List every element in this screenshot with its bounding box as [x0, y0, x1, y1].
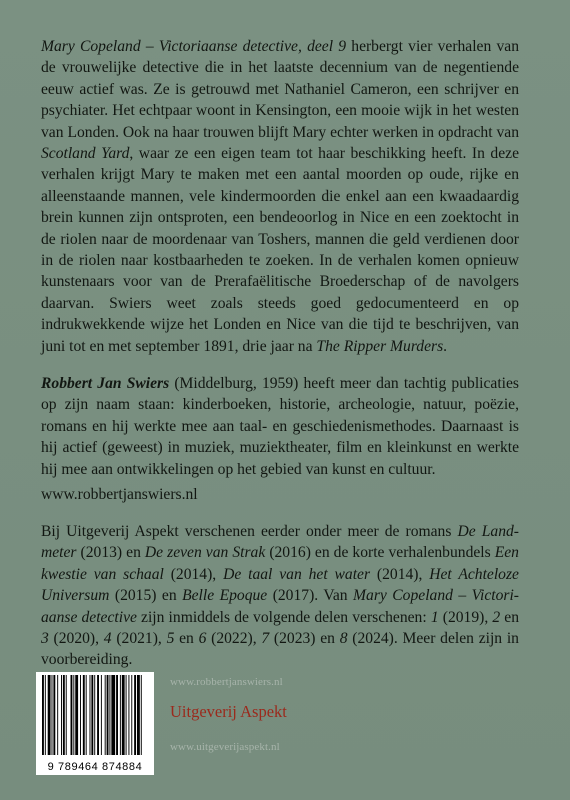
- pub-text: (2023) en: [269, 630, 340, 648]
- barcode-bar: [120, 675, 121, 755]
- publisher-name: Uitgeverij Aspekt: [170, 702, 287, 721]
- barcode-bar: [86, 675, 87, 755]
- barcode-bar: [90, 675, 91, 755]
- author-url-faded: www.robbertjanswiers.nl: [170, 676, 283, 688]
- pub-text: en: [174, 630, 199, 648]
- barcode-bar: [71, 675, 73, 755]
- volume-number: 8: [339, 630, 348, 648]
- publisher-url-faded: www.uitgeverijaspekt.nl: [170, 741, 280, 753]
- barcode-bar: [105, 675, 106, 755]
- author-website: [41, 484, 519, 505]
- pub-text: Bij Uitgeverij Aspekt verschenen eerder onder meer de romans: [41, 523, 458, 540]
- book-title: De Landmeter: [41, 523, 519, 562]
- pub-text: (2019),: [438, 608, 493, 626]
- scotland-yard: Scotland Yard: [41, 145, 130, 163]
- barcode-bar: [97, 675, 99, 755]
- pub-text: (2013) en: [76, 544, 145, 562]
- pub-text: (2016) en de korte verhalenbundels: [265, 544, 495, 562]
- barcode-bar: [122, 675, 125, 755]
- pub-text: (2014),: [163, 565, 224, 583]
- barcode-bar: [141, 675, 142, 755]
- blurb-paragraph: [41, 36, 519, 357]
- barcode-bar: [53, 675, 55, 755]
- publications-paragraph: [41, 521, 519, 671]
- pub-text: (2021),: [111, 630, 167, 648]
- volume-number: 3: [41, 630, 49, 648]
- barcode-bar: [137, 675, 140, 755]
- series-title: Mary Copeland – Victoriaanse detective: [41, 587, 519, 626]
- pub-text: (2015) en: [109, 587, 183, 605]
- barcode-bar: [91, 675, 93, 755]
- pub-text: (2022),: [206, 630, 262, 648]
- book-title: Een kwestie van schaal: [41, 544, 519, 583]
- barcode-bar: [63, 675, 65, 755]
- barcode-bar: [134, 675, 136, 755]
- barcode-bar: [52, 675, 53, 755]
- barcode-bar: [116, 675, 118, 755]
- pub-text: (2017). Van: [267, 587, 354, 605]
- ripper-murders-title: The Ripper Murders: [316, 337, 444, 355]
- barcode-bars: [40, 675, 150, 757]
- barcode-bar: [128, 675, 129, 755]
- barcode-bar: [73, 675, 74, 755]
- pub-text: zijn inmiddels de volgende delen verschenen:: [136, 608, 431, 626]
- barcode-bar: [109, 675, 110, 755]
- barcode-bar: [45, 675, 46, 755]
- barcode-bar: [107, 675, 109, 755]
- barcode-bar: [126, 675, 127, 755]
- barcode-bar: [42, 675, 44, 755]
- book-title: Belle Epoque: [182, 587, 268, 605]
- bio-text: (Middelburg, 1959) heeft meer dan tachtig publicaties op zijn naam staan: kinderboeken, historie, archeologie, natuur, poëzie, romans en hij werkte mee aan taal- en geschiedenismethodes. Daarnaast is hij actief (geweest) in muziek, muziektheater, film en kleinkunst en werkte hij mee aan ontwikkelingen op het gebied van kunst en cultuur.: [41, 375, 519, 478]
- series-title: Mary Copeland – Victoriaanse detective, deel 9: [41, 38, 347, 55]
- book-title: Het Achteloze Universum: [41, 565, 519, 605]
- barcode-bar: [61, 675, 62, 755]
- blurb-text-2: , waar ze een eigen team tot haar beschikking heeft. In deze verhalen krijgt Mary te maken met een aantal moorden op oude, rijke en alleenstaande mannen, vele kindermoorden die enkel aan een kwaadaardig brein kunnen zijn ontsproten, een bendeoorlog in Nice en een zoektocht in de riolen naar de moordenaar van Toshers, mannen die geld verdienen door in de riolen naar kostbaarheden te zoeken. In de verhalen komen opnieuw kunstenaars voor van de Prerafaëlitische Broederschap of de navolgers daarvan. Swiers weet zoals steeds goed gedocumenteerd en op indrukwekkende wijze het Londen en Nice van die tijd te beschrijven, van juni tot en met september 1891, drie jaar na: [41, 145, 519, 355]
- pub-text: (2020),: [48, 630, 104, 648]
- barcode-bar: [48, 675, 51, 755]
- book-title: De taal van het water: [223, 565, 371, 583]
- author-name: Robbert Jan Swiers: [41, 375, 170, 392]
- volume-number: 7: [261, 630, 270, 648]
- barcode-bar: [83, 675, 85, 755]
- pub-text: (2014),: [370, 565, 430, 583]
- volume-number: 5: [166, 630, 175, 648]
- barcode-bar: [75, 675, 78, 755]
- barcode-bar: [57, 675, 58, 755]
- volume-number: 2: [492, 608, 501, 626]
- blurb-text-3: .: [443, 337, 448, 355]
- barcode-bar: [66, 675, 67, 755]
- author-bio: [41, 373, 519, 480]
- volume-number: 4: [103, 630, 112, 648]
- book-title: De zeven van Strak: [144, 544, 266, 562]
- pub-text: (2024). Meer delen zijn in voorbereiding.: [41, 630, 519, 669]
- barcode-bar: [101, 675, 102, 755]
- isbn-number: 9 789464 874884: [47, 761, 143, 773]
- barcode-bar: [131, 675, 132, 755]
- barcode-bar: [111, 675, 115, 755]
- isbn-barcode: [36, 672, 154, 775]
- pub-text: en: [500, 608, 520, 626]
- blurb-text-1: herbergt vier verhalen van de vrouwelijke detective die in het laatste decennium van de negentiende eeuw actief was. Ze is getrouwd met Nathaniel Cameron, een schrijver en psychiater. Het echtpaar woont in Kensington, een mooie wijk in het westen van Londen. Ook na haar trouwen blijft Mary echter werken in opdracht van: [41, 38, 520, 141]
- volume-number: 1: [430, 608, 439, 626]
- barcode-bar: [94, 675, 95, 755]
- website-text: www.robbertjanswiers.nl: [41, 486, 198, 503]
- barcode-bar: [80, 675, 81, 755]
- volume-number: 6: [198, 630, 207, 648]
